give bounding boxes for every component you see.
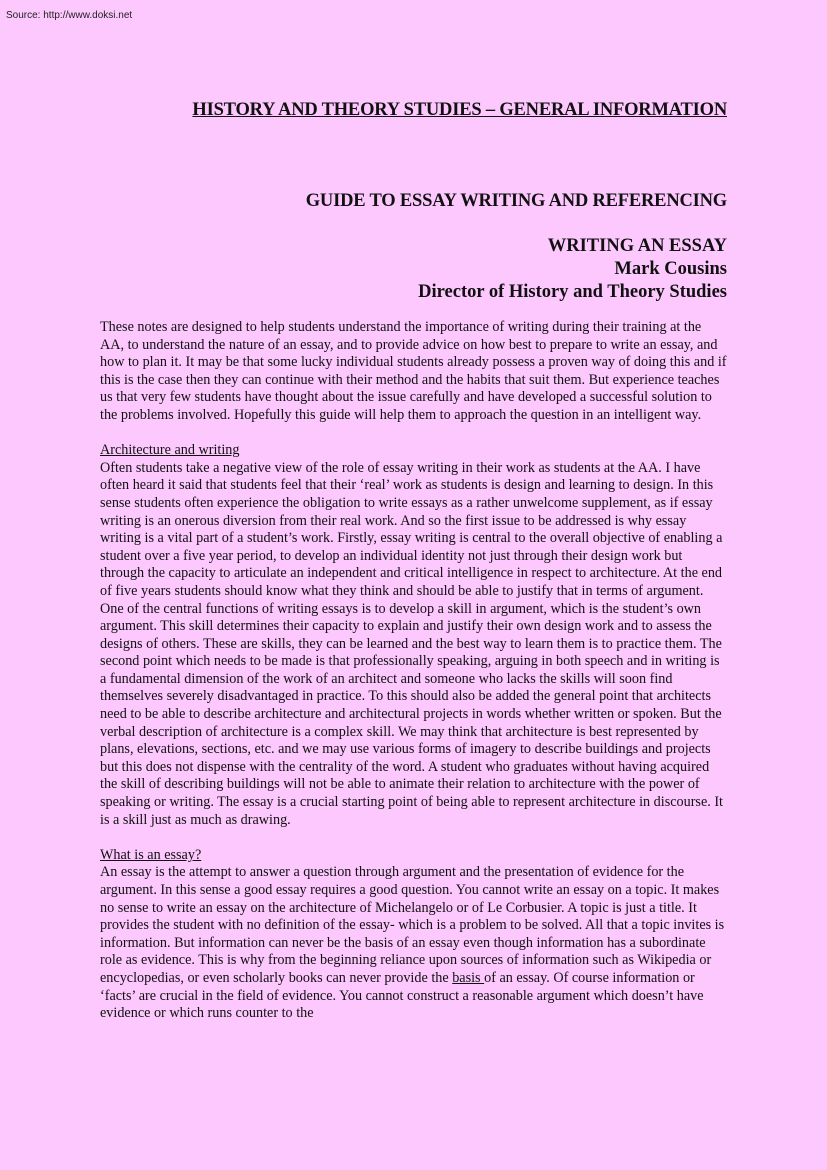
author-role: Director of History and Theory Studies <box>418 282 727 302</box>
section-paragraph-architecture-writing: Often students take a negative view of the role of essay writing in their work as students at the AA. I have often heard it said that students feel that their ‘real’ work as students is design and learning to design. In this sense students often experience the obligation to write essays as a rather unwelcome supplement, as if essay writing is an onerous diversion from their real work. And so the first issue to be addressed is why essay writing is a vital part of a student’s work. Firstly, essay writing is central to the overall objective of enabling a student over a five year period, to develop an individual identity not just through their design work but through the capacity to articulate an independent and critical intelligence in respect to architecture. At the end of five years students should know what they think and should be able to justify that in terms of argument. One of the central functions of writing essays is to develop a skill in argument, which is the student’s own argument. This skill determines their capacity to explain and justify their own design work and to assess the designs of others. These are skills, they can be learned and the best way to learn them is to practice them. The second point which needs to be made is that professionally speaking, arguing in both speech and in writing is a fundamental dimension of the work of an architect and someone who lacks the skills will soon find themselves severely disadvantaged in practice. To this should also be added the general point that architects need to be able to describe architecture and architectural projects in words whether written or spoken. But the verbal description of architecture is a complex skill. We may think that architecture is best represented by plans, elevations, sections, etc. and we may use various forms of imagery to describe buildings and projects but this does not dispense with the centrality of the word. A student who graduates without having acquired the skill of describing buildings will not be able to animate their relation to architecture with the power of speaking or writing. The essay is a crucial starting point of being able to represent architecture in discourse. It is a skill just as much as drawing. <box>100 459 724 828</box>
section-paragraph-what-is-essay <box>100 864 727 1022</box>
section-title-architecture-writing: Architecture and writing <box>100 442 240 459</box>
intro-paragraph: These notes are designed to help students understand the importance of writing during their training at the AA, to understand the nature of an essay, and to provide advice on how best to prepare to write an essay, and how to plan it. It may be that some lucky individual students already possess a proven way of doing this and if this is the case then they can continue with their method and the habits that suit them. But experience teaches us that very few students have thought about the issue carefully and have developed a successful solution to the problems involved. Hopefully this guide will help them to approach the question in an intelligent way. <box>100 319 727 423</box>
author-name: Mark Cousins <box>614 259 727 279</box>
paragraph-text-part-1: An essay is the attempt to answer a question through argument and the presentation of evidence for the argument. In this sense a good essay requires a good question. You cannot write an essay on a topic. It makes no sense to write an essay on the architecture of Michelangelo or of Le Corbusier. A topic is just a title. It provides the student with no definition of the essay- which is a problem to be solved. All that a topic invites is information. But information can never be the basis of an essay even though information has a subordinate role as evidence. This is why from the beginning reliance upon sources of information such as Wikipedia or encyclopedias, or even scholarly books can never provide the <box>100 864 725 986</box>
underlined-basis: basis <box>452 969 485 986</box>
essay-title: WRITING AN ESSAY <box>547 236 727 256</box>
section-title-what-is-essay: What is an essay? <box>100 846 202 863</box>
document-body <box>100 319 727 1023</box>
paragraph-text-part-2: of an essay. Of course information or ‘facts’ are crucial in the field of evidence. You cannot construct a reasonable argument which doesn’t have evidence or which runs counter to the <box>100 969 704 1022</box>
source-url: Source: http://www.doksi.net <box>6 10 133 21</box>
main-heading: HISTORY AND THEORY STUDIES – GENERAL INFORMATION <box>192 100 727 120</box>
sub-heading: GUIDE TO ESSAY WRITING AND REFERENCING <box>305 191 727 211</box>
title-block <box>100 235 727 304</box>
